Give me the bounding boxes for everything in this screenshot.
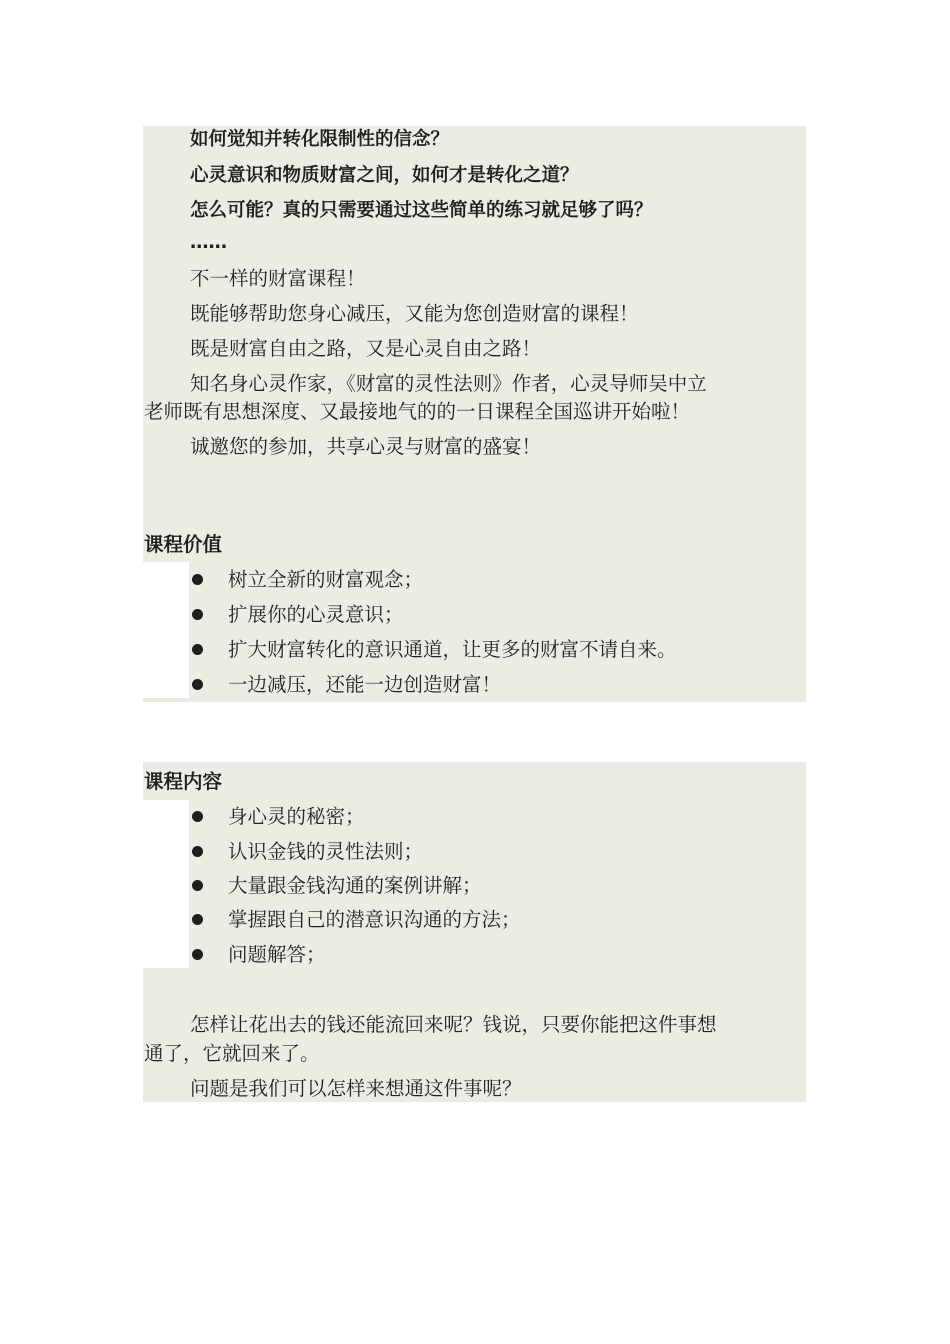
intro-line: 知名身心灵作家，《财富的灵性法则》作者，心灵导师吴中立	[190, 372, 707, 395]
ellipsis: ……	[190, 232, 227, 253]
list-item: 身心灵的秘密；	[228, 805, 365, 828]
list-item: 一边减压，还能一边创造财富！	[228, 673, 502, 696]
bullet-margin	[143, 800, 189, 968]
bullet-icon	[192, 644, 203, 655]
bullet-icon	[192, 679, 203, 690]
list-item: 认识金钱的灵性法则；	[228, 840, 424, 863]
list-item: 掌握跟自己的潜意识沟通的方法；	[228, 908, 521, 931]
list-item: 扩大财富转化的意识通道，让更多的财富不请自来。	[228, 638, 677, 661]
list-item: 扩展你的心灵意识；	[228, 603, 404, 626]
bullet-margin	[143, 562, 189, 698]
bullet-icon	[192, 609, 203, 620]
list-item: 问题解答；	[228, 943, 326, 966]
question-line: 如何觉知并转化限制性的信念？	[190, 129, 450, 150]
bullet-icon	[192, 914, 203, 925]
intro-line: 老师既有思想深度、又最接地气的的一日课程全国巡讲开始啦！	[144, 400, 691, 423]
bullet-icon	[192, 574, 203, 585]
intro-line: 既是财富自由之路，又是心灵自由之路！	[190, 337, 542, 360]
list-item: 树立全新的财富观念；	[228, 568, 424, 591]
closing-line: 怎样让花出去的钱还能流回来呢？钱说，只要你能把这件事想	[190, 1013, 717, 1036]
question-line: 怎么可能？真的只需要通过这些简单的练习就足够了吗？	[190, 200, 653, 221]
intro-line: 诚邀您的参加，共享心灵与财富的盛宴！	[190, 435, 542, 458]
bullet-icon	[192, 949, 203, 960]
closing-line: 问题是我们可以怎样来想通这件事呢？	[190, 1077, 522, 1100]
bullet-icon	[192, 811, 203, 822]
list-item: 大量跟金钱沟通的案例讲解；	[228, 874, 482, 897]
intro-line: 不一样的财富课程！	[190, 267, 366, 290]
section-title-value: 课程价值	[144, 533, 223, 556]
closing-line: 通了，它就回来了。	[144, 1042, 320, 1065]
question-line: 心灵意识和物质财富之间，如何才是转化之道？	[190, 165, 579, 186]
bullet-icon	[192, 880, 203, 891]
intro-line: 既能够帮助您身心减压，又能为您创造财富的课程！	[190, 302, 639, 325]
bullet-icon	[192, 846, 203, 857]
section-title-content: 课程内容	[144, 770, 223, 793]
